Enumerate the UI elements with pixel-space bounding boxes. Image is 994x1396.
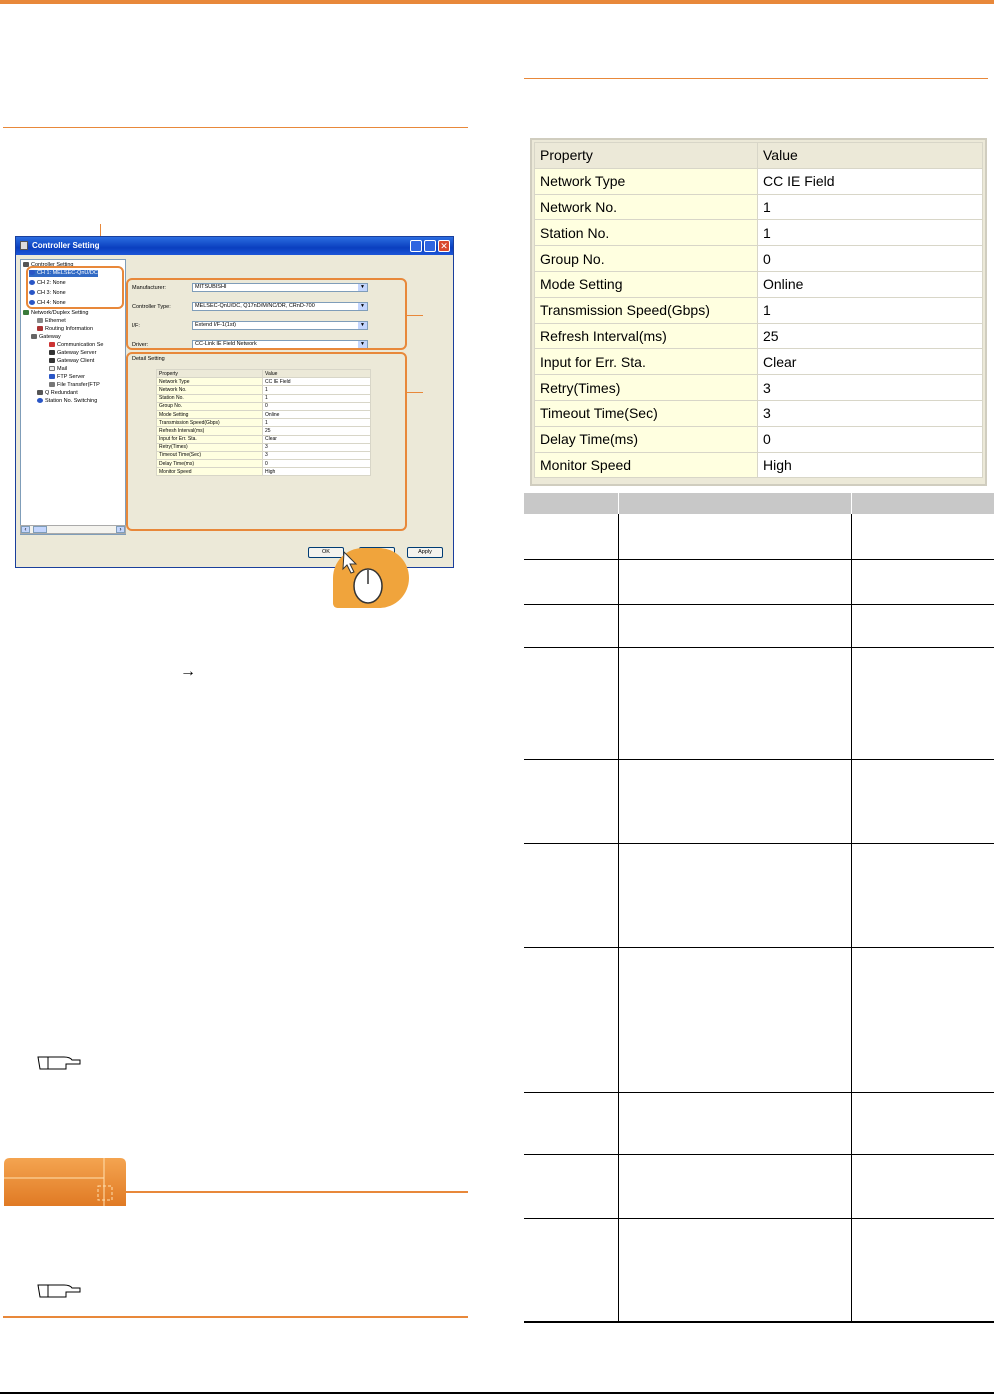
comm-icon: [49, 342, 55, 347]
tree-routing[interactable]: Routing Information: [37, 326, 93, 333]
tree-channel-1[interactable]: CH 1: MELSEC-QnU/DC: [29, 270, 98, 277]
if-label: I/F:: [132, 323, 140, 329]
chevron-down-icon: ▼: [358, 341, 367, 348]
desc-row: [524, 559, 994, 604]
callout-detail: [126, 352, 407, 531]
tree-channel-2[interactable]: CH 2: None: [29, 280, 66, 287]
bottom-rule: [0, 1392, 994, 1394]
if-select[interactable]: Extend I/F-1(1st) ▼: [192, 321, 368, 330]
property-table: [534, 142, 983, 478]
tree-root[interactable]: Controller Setting: [23, 262, 74, 269]
ethernet-icon: [37, 318, 43, 323]
table-row[interactable]: Mode Setting Online: [535, 271, 983, 297]
driver-select[interactable]: CC-Link IE Field Network ▼: [192, 340, 368, 349]
desc-row: [524, 1154, 994, 1218]
controller-type-label: Controller Type:: [132, 304, 171, 310]
window-title: Controller Setting: [32, 241, 100, 250]
table-row[interactable]: Refresh Interval(ms) 25: [535, 323, 983, 349]
table-row[interactable]: Delay Time(ms) 0: [535, 426, 983, 452]
file-transfer-icon: [49, 382, 55, 387]
table-header-row: Property Value: [535, 143, 983, 169]
apply-button[interactable]: Apply: [407, 547, 443, 558]
table-row[interactable]: Network No. 1: [535, 194, 983, 220]
driver-label: Driver:: [132, 342, 149, 348]
chevron-down-icon: ▼: [358, 303, 367, 310]
detail-setting-label: Detail Setting: [132, 356, 165, 362]
desc-row: [524, 514, 994, 559]
tree-scrollbar[interactable]: [20, 525, 126, 534]
controller-type-select[interactable]: MELSEC-QnU/DC, Q17nD/M/NC/DR, CRnD-700 ▼: [192, 302, 368, 311]
network-icon: [23, 310, 29, 315]
desc-header-row: [524, 493, 994, 514]
arrow-icon: →: [180, 663, 196, 680]
minimize-icon[interactable]: [410, 240, 422, 252]
mouse-icon: [338, 548, 398, 608]
desc-row: [524, 1218, 994, 1322]
callout-leader-3: [407, 392, 423, 393]
desc-header-cell: [524, 493, 618, 514]
ftp-icon: [49, 374, 55, 379]
tree-channel-4[interactable]: CH 4: None: [29, 300, 66, 307]
point-bottom-rule: [3, 1316, 468, 1318]
callout-fields: [126, 278, 407, 350]
table-row[interactable]: Transmission Speed(Gbps) 1: [535, 297, 983, 323]
callout-channels: [26, 266, 124, 309]
desc-row: [524, 759, 994, 843]
detail-setting-table: Property Value Network Type CC IE Field Network No. 1 Station No. 1 Group No. 0 Mode Setting Online Transmission Speed(Gbps) 1 Refresh Interval(ms) 25 Input for Err. Sta. Clear Retry(Times) 3 Timeout Time(Sec) 3 Delay Time(ms) 0 Monitor Speed High: [156, 369, 371, 476]
callout-leader-2: [407, 315, 423, 316]
redundant-icon: [37, 390, 43, 395]
gateway-icon: [31, 334, 37, 339]
tree-ethernet[interactable]: Ethernet: [37, 318, 66, 325]
manufacturer-label: Manufacturer:: [132, 285, 166, 291]
tree-gw-comm[interactable]: Communication Se: [49, 342, 103, 349]
client-icon: [49, 358, 55, 363]
tree-redundant[interactable]: Q Redundant: [37, 390, 78, 397]
tree-station-switch[interactable]: Station No. Switching: [37, 398, 97, 405]
property-table-screenshot: [530, 138, 987, 486]
table-row[interactable]: Input for Err. Sta. Clear: [535, 349, 983, 375]
maximize-icon[interactable]: [424, 240, 436, 252]
desc-row: [524, 647, 994, 759]
tree-gw-file-transfer[interactable]: File Transfer(FTP: [49, 382, 100, 389]
tree-gw-client[interactable]: Gateway Client: [49, 358, 94, 365]
table-row[interactable]: Group No. 0: [535, 246, 983, 272]
scroll-right-icon[interactable]: ›: [116, 526, 125, 533]
manufacturer-select[interactable]: MITSUBISHI ▼: [192, 283, 368, 292]
scroll-thumb[interactable]: [33, 526, 47, 533]
reference-hand-icon: [36, 1280, 82, 1300]
table-row[interactable]: Station No. 1: [535, 220, 983, 246]
ok-button[interactable]: OK: [308, 547, 344, 558]
tree-gw-mail[interactable]: Mail: [49, 366, 67, 373]
table-row[interactable]: Retry(Times) 3: [535, 375, 983, 401]
table-row[interactable]: Network Type CC IE Field: [535, 168, 983, 194]
app-icon: [20, 241, 28, 250]
close-icon[interactable]: ✕: [438, 240, 450, 252]
chevron-down-icon: ▼: [358, 284, 367, 291]
tree-gw-ftp[interactable]: FTP Server: [49, 374, 85, 381]
window-title-bar: [16, 237, 453, 255]
reference-hand-icon: [36, 1052, 82, 1072]
top-rule: [0, 0, 994, 4]
point-rule: [126, 1191, 468, 1193]
desc-header-cell: [618, 493, 851, 514]
routing-icon: [37, 326, 43, 331]
desc-header-cell: [851, 493, 994, 514]
desc-row: [524, 843, 994, 947]
tree-gateway[interactable]: Gateway: [31, 334, 61, 341]
description-table: [524, 493, 994, 1323]
desc-row: [524, 947, 994, 1092]
station-icon: [37, 398, 43, 403]
left-section-rule: [3, 127, 468, 128]
scroll-left-icon[interactable]: ‹: [21, 526, 30, 533]
desc-row: [524, 604, 994, 647]
tree-channel-3[interactable]: CH 3: None: [29, 290, 66, 297]
point-badge: [4, 1158, 126, 1206]
tree-gw-server[interactable]: Gateway Server: [49, 350, 96, 357]
desc-row: [524, 1092, 994, 1154]
chevron-down-icon: ▼: [358, 322, 367, 329]
table-row[interactable]: Monitor Speed High: [535, 452, 983, 478]
table-row[interactable]: Timeout Time(Sec) 3: [535, 400, 983, 426]
server-icon: [49, 350, 55, 355]
mail-icon: [49, 366, 55, 371]
tree-network[interactable]: Network/Duplex Setting: [23, 310, 88, 317]
right-section-rule: [524, 78, 988, 79]
